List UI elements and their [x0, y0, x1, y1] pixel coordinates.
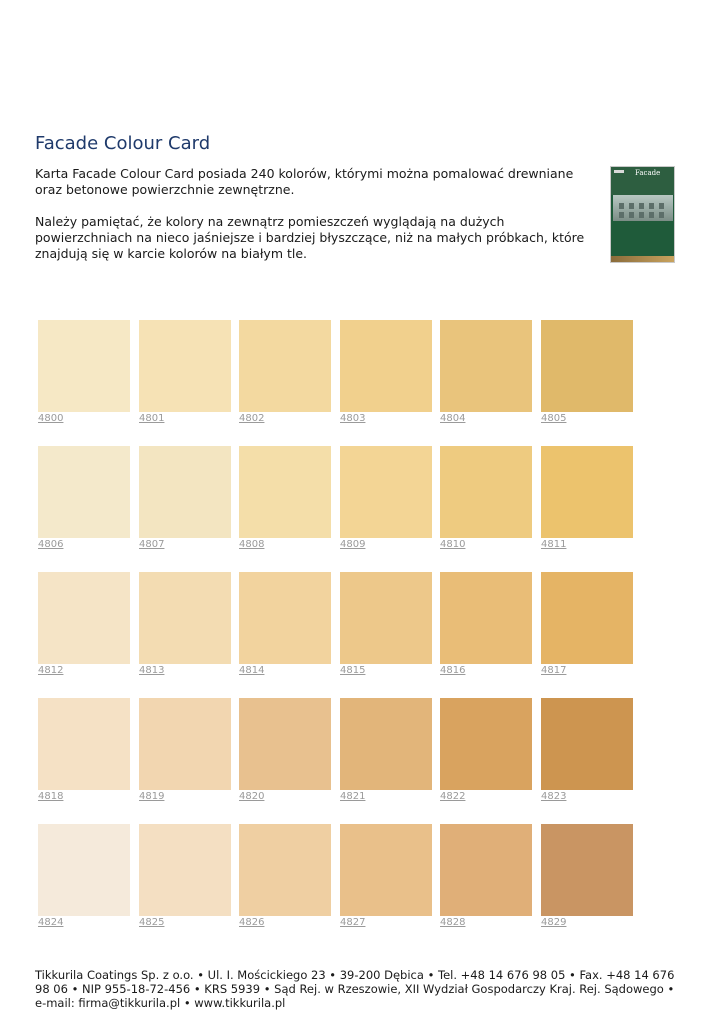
- color-chip[interactable]: [440, 698, 532, 790]
- color-swatch[interactable]: [239, 824, 331, 928]
- color-code-link[interactable]: 4809: [340, 539, 366, 550]
- color-chip[interactable]: [38, 824, 130, 916]
- color-swatch[interactable]: [340, 698, 432, 802]
- color-chip[interactable]: [38, 698, 130, 790]
- color-swatch[interactable]: [139, 572, 231, 676]
- color-chip[interactable]: [340, 824, 432, 916]
- color-swatch[interactable]: [541, 446, 633, 550]
- color-code-link[interactable]: 4804: [440, 413, 466, 424]
- color-chip[interactable]: [38, 446, 130, 538]
- color-swatch[interactable]: [38, 824, 130, 928]
- color-chip[interactable]: [239, 446, 331, 538]
- color-swatch[interactable]: [541, 320, 633, 424]
- color-swatch[interactable]: [541, 824, 633, 928]
- color-swatch[interactable]: [38, 446, 130, 550]
- color-code-link[interactable]: 4814: [239, 665, 265, 676]
- color-swatch[interactable]: [139, 698, 231, 802]
- color-chip[interactable]: [541, 824, 633, 916]
- color-swatch[interactable]: [541, 572, 633, 676]
- color-swatch[interactable]: [340, 320, 432, 424]
- color-code-link[interactable]: 4815: [340, 665, 366, 676]
- color-swatch[interactable]: [239, 572, 331, 676]
- color-chip[interactable]: [541, 698, 633, 790]
- color-chip[interactable]: [239, 824, 331, 916]
- color-swatch[interactable]: [440, 572, 532, 676]
- color-chip[interactable]: [139, 446, 231, 538]
- color-chip[interactable]: [139, 320, 231, 412]
- color-chip[interactable]: [340, 572, 432, 664]
- intro-paragraph-2: Należy pamiętać, że kolory na zewnątrz pomieszczeń wyglądają na dużych powierzchniach na nieco jaśniejsze i bardziej błyszczące, niż na małych próbkach, które znajdują się w karcie kolorów na białym tle.: [35, 214, 585, 261]
- color-code-link[interactable]: 4822: [440, 791, 466, 802]
- color-swatch[interactable]: [38, 698, 130, 802]
- color-swatch[interactable]: [239, 320, 331, 424]
- color-swatch[interactable]: [440, 320, 532, 424]
- color-swatch[interactable]: [440, 824, 532, 928]
- color-code-link[interactable]: 4801: [139, 413, 165, 424]
- color-code-link[interactable]: 4819: [139, 791, 165, 802]
- color-code-link[interactable]: 4824: [38, 917, 64, 928]
- color-code-link[interactable]: 4813: [139, 665, 165, 676]
- color-chip[interactable]: [440, 446, 532, 538]
- brochure-thumbnail[interactable]: [610, 166, 675, 263]
- color-chip[interactable]: [139, 698, 231, 790]
- color-chip[interactable]: [239, 698, 331, 790]
- color-code-link[interactable]: 4802: [239, 413, 265, 424]
- color-code-link[interactable]: 4817: [541, 665, 567, 676]
- color-swatch[interactable]: [440, 698, 532, 802]
- color-chip[interactable]: [440, 320, 532, 412]
- brochure-green-panel: [611, 221, 674, 257]
- color-code-link[interactable]: 4812: [38, 665, 64, 676]
- intro-text: [35, 166, 600, 278]
- color-swatch[interactable]: [541, 698, 633, 802]
- color-code-link[interactable]: 4818: [38, 791, 64, 802]
- color-chip[interactable]: [38, 572, 130, 664]
- color-chip[interactable]: [440, 824, 532, 916]
- color-code-link[interactable]: 4805: [541, 413, 567, 424]
- color-code-link[interactable]: 4829: [541, 917, 567, 928]
- color-code-link[interactable]: 4810: [440, 539, 466, 550]
- color-code-link[interactable]: 4811: [541, 539, 567, 550]
- color-chip[interactable]: [541, 320, 633, 412]
- brochure-building-photo: [613, 195, 673, 221]
- color-chip[interactable]: [139, 824, 231, 916]
- color-swatch[interactable]: [139, 446, 231, 550]
- company-footer: Tikkurila Coatings Sp. z o.o. • Ul. I. Mościckiego 23 • 39-200 Dębica • Tel. +48 14 676 98 05 • Fax. +48 14 676 98 06 • NIP 955-18-72-456 • KRS 5939 • Sąd Rej. w Rzeszowie, XII Wydział Gospodarczy Kraj. Rej. Sądowego • e-mail: firma@tikkurila.pl • www.tikkurila.pl: [35, 968, 675, 1010]
- color-code-link[interactable]: 4803: [340, 413, 366, 424]
- color-code-link[interactable]: 4825: [139, 917, 165, 928]
- color-chip[interactable]: [440, 572, 532, 664]
- color-code-link[interactable]: 4807: [139, 539, 165, 550]
- color-code-link[interactable]: 4808: [239, 539, 265, 550]
- color-swatch[interactable]: [38, 320, 130, 424]
- color-code-link[interactable]: 4823: [541, 791, 567, 802]
- brochure-logo: [614, 170, 624, 173]
- color-code-link[interactable]: 4816: [440, 665, 466, 676]
- color-code-link[interactable]: 4828: [440, 917, 466, 928]
- color-chip[interactable]: [340, 446, 432, 538]
- color-chip[interactable]: [239, 320, 331, 412]
- color-swatch[interactable]: [239, 698, 331, 802]
- color-swatch[interactable]: [440, 446, 532, 550]
- intro-paragraph-1: Karta Facade Colour Card posiada 240 kolorów, którymi można pomalować drewniane oraz betonowe powierzchnie zewnętrzne.: [35, 166, 574, 197]
- color-code-link[interactable]: 4806: [38, 539, 64, 550]
- color-swatch[interactable]: [38, 572, 130, 676]
- color-chip[interactable]: [541, 572, 633, 664]
- color-chip[interactable]: [340, 320, 432, 412]
- brochure-cover-title: Facade: [635, 169, 661, 177]
- color-swatch[interactable]: [139, 320, 231, 424]
- color-swatch[interactable]: [340, 446, 432, 550]
- color-swatch[interactable]: [340, 824, 432, 928]
- color-code-link[interactable]: 4827: [340, 917, 366, 928]
- color-swatch[interactable]: [139, 824, 231, 928]
- color-chip[interactable]: [139, 572, 231, 664]
- page-title: Facade Colour Card: [35, 133, 211, 154]
- color-code-link[interactable]: 4800: [38, 413, 64, 424]
- color-chip[interactable]: [239, 572, 331, 664]
- color-chip[interactable]: [541, 446, 633, 538]
- brochure-gold-bar: [611, 256, 674, 262]
- color-code-link[interactable]: 4821: [340, 791, 366, 802]
- color-code-link[interactable]: 4820: [239, 791, 265, 802]
- color-chip[interactable]: [38, 320, 130, 412]
- color-swatch[interactable]: [239, 446, 331, 550]
- color-chip[interactable]: [340, 698, 432, 790]
- color-swatch[interactable]: [340, 572, 432, 676]
- color-code-link[interactable]: 4826: [239, 917, 265, 928]
